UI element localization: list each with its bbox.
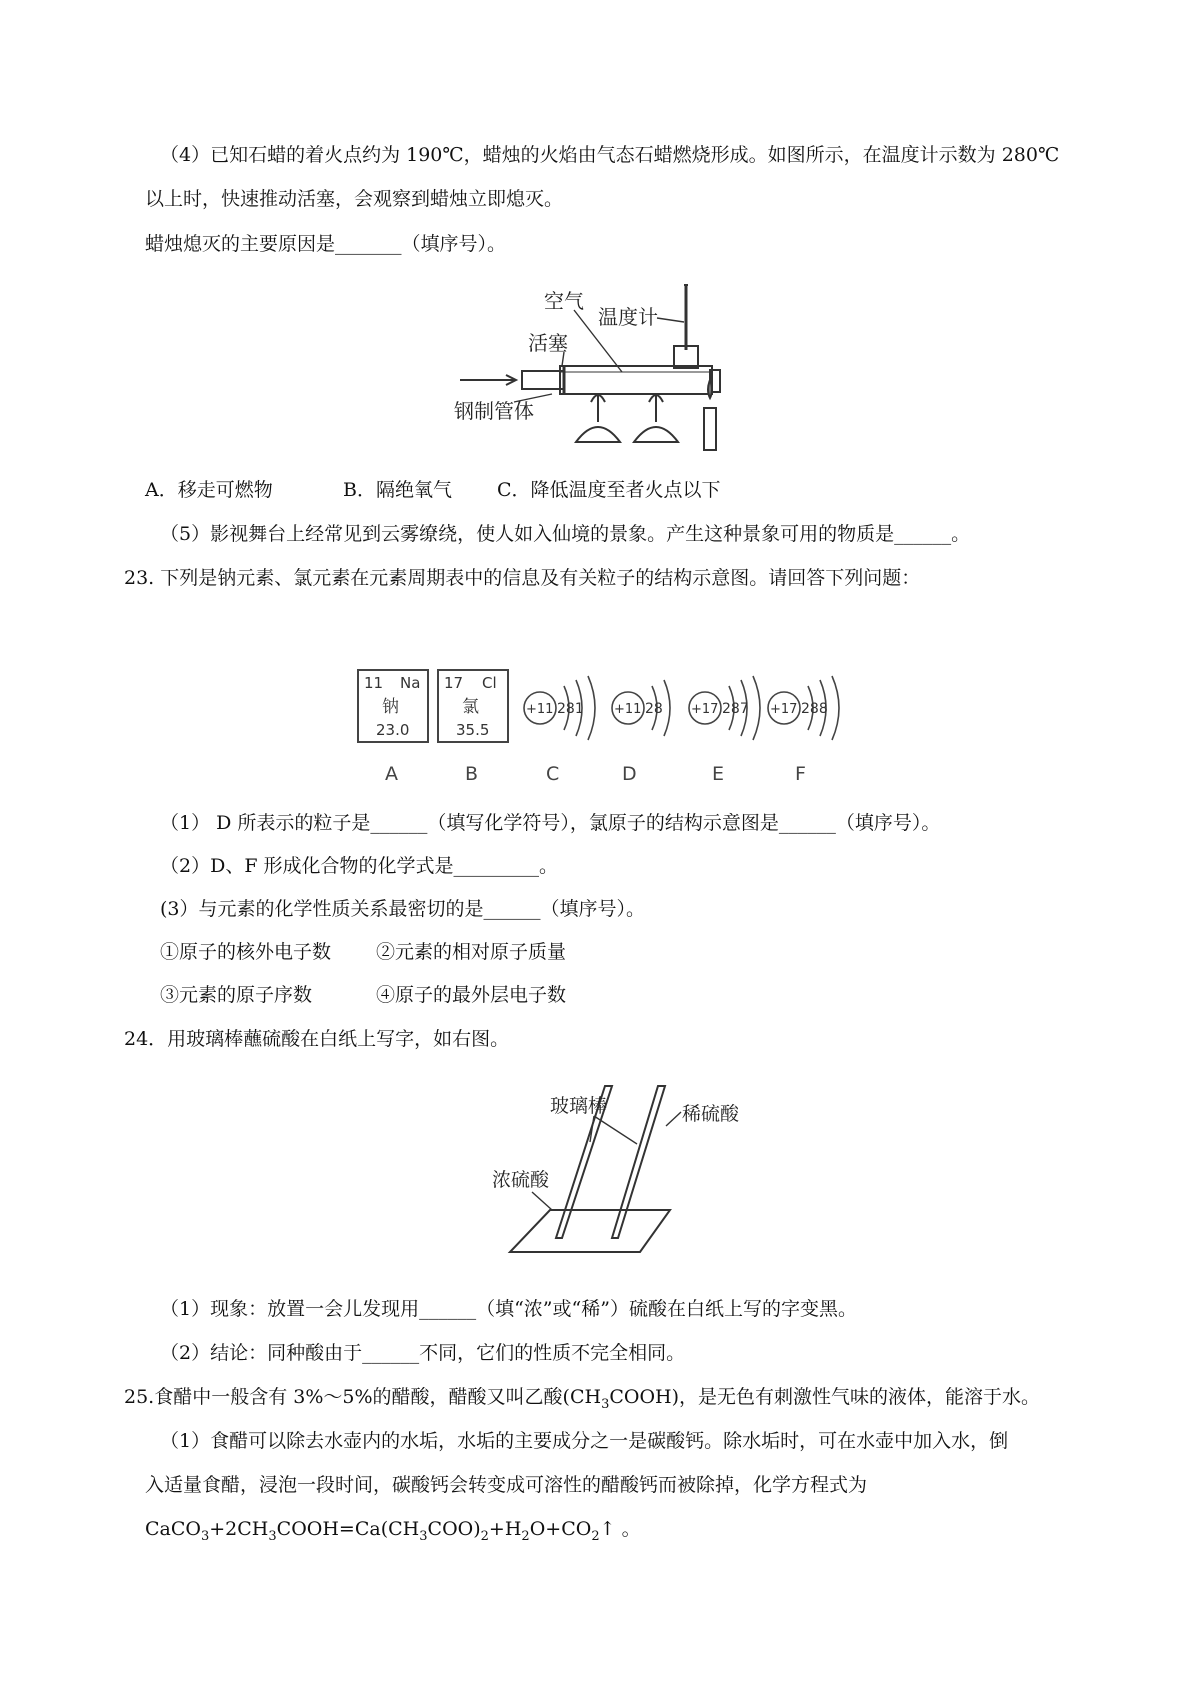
label-piston: 活塞 <box>528 331 568 355</box>
q23-part3: (3）与元素的化学性质关系最密切的是______（填序号）。 <box>160 898 646 920</box>
q22-option-c: C．降低温度至者火点以下 <box>497 479 721 501</box>
q22-option-a: A．移走可燃物 <box>145 479 273 501</box>
atom-e-nucleus: +17 <box>691 702 719 717</box>
cell-b-mass: 35.5 <box>456 721 490 739</box>
figure-letter-f: F <box>795 763 806 785</box>
atom-c-nucleus: +11 <box>526 702 554 717</box>
cell-b-number: 17 <box>444 674 464 692</box>
atom-d-shells: 28 <box>645 701 663 717</box>
q25-equation: $CaCO_3+2CH_3COOH=Ca(CH_3COO)_2+H_2O+CO_2↑$ 。 <box>145 1518 641 1544</box>
atom-c-diagram <box>524 676 595 740</box>
q22-part4-line2: 以上时，快速推动活塞，会观察到蜡烛立即熄灭。 <box>145 188 564 210</box>
q23-part1: （1） D 所表示的粒子是______（填写化学符号），氯原子的结构示意图是______（填序号）。 <box>160 812 941 834</box>
atom-f-shells: 288 <box>801 701 828 717</box>
figure-letter-b: B <box>465 763 479 785</box>
figure-letter-c: C <box>546 763 560 785</box>
atom-f-diagram <box>768 676 839 740</box>
cell-a-number: 11 <box>364 674 384 692</box>
atom-c-shells: 281 <box>557 701 584 717</box>
q23-choice-1: ①原子的核外电子数 <box>160 941 332 963</box>
label-dilute-acid: 稀硫酸 <box>682 1103 740 1125</box>
atom-d-nucleus: +11 <box>614 702 642 717</box>
atom-f-nucleus: +17 <box>770 702 798 717</box>
q24-stem: 24．用玻璃棒蘸硫酸在白纸上写字，如右图。 <box>124 1028 510 1050</box>
q22-part4-question: 蜡烛熄灭的主要原因是_______（填序号）。 <box>145 233 507 255</box>
q22-part4-line1: （4）已知石蜡的着火点约为 190℃，蜡烛的火焰由气态石蜡燃烧形成。如图所示，在温度计示数为 280℃ <box>160 144 1060 166</box>
q25-part1-line2: 入适量食醋，浸泡一段时间，碳酸钙会转变成可溶性的醋酸钙而被除掉，化学方程式为 <box>145 1474 868 1496</box>
q25-stem: 25.食醋中一般含有 3%～5%的醋酸，醋酸又叫乙酸$(CH_3COOH)$，是无色有刺激性气味的液体，能溶于水。 <box>124 1386 1041 1412</box>
cell-a-mass: 23.0 <box>376 721 410 739</box>
figure-letter-a: A <box>385 763 398 785</box>
q23-choice-2: ②元素的相对原子质量 <box>376 941 567 963</box>
cell-a-symbol: Na <box>400 674 421 692</box>
q22-part5: （5）影视舞台上经常见到云雾缭绕，使人如入仙境的景象。产生这种景象可用的物质是______。 <box>160 523 971 545</box>
q22-option-b: B．隔绝氧气 <box>343 479 452 501</box>
label-steel-tube: 钢制管体 <box>454 399 534 423</box>
q24-part2: （2）结论：同种酸由于______不同，它们的性质不完全相同。 <box>160 1342 686 1364</box>
q23-choice-4: ④原子的最外层电子数 <box>376 984 567 1006</box>
steel-tube-apparatus-figure <box>452 280 752 455</box>
label-concentrated-acid: 浓硫酸 <box>492 1169 550 1191</box>
cell-b-name: 氯 <box>462 697 479 717</box>
figure-letter-d: D <box>622 763 637 785</box>
label-air: 空气 <box>544 289 584 313</box>
q24-part1: （1）现象：放置一会儿发现用______（填“浓”或“稀”）硫酸在白纸上写的字变黑。 <box>160 1298 857 1320</box>
glass-rod-figure <box>490 1080 740 1255</box>
cell-a-name: 钠 <box>382 697 399 717</box>
figure-letter-e: E <box>712 763 725 785</box>
cell-b-symbol: Cl <box>482 674 497 692</box>
element-structure-figure <box>350 660 850 795</box>
q23-choice-3: ③元素的原子序数 <box>160 984 313 1006</box>
q23-part2: （2）D、F 形成化合物的化学式是_________。 <box>160 855 559 877</box>
label-thermometer: 温度计 <box>598 305 658 329</box>
atom-d-diagram <box>612 680 670 736</box>
q25-part1-line1: （1）食醋可以除去水壶内的水垢，水垢的主要成分之一是碳酸钙。除水垢时，可在水壶中加入水，倒 <box>160 1430 1009 1452</box>
label-glass-rod: 玻璃棒 <box>550 1095 608 1117</box>
atom-e-diagram <box>689 676 760 740</box>
q23-stem: 23. 下列是钠元素、氯元素在元素周期表中的信息及有关粒子的结构示意图。请回答下列问题： <box>124 567 921 589</box>
atom-e-shells: 287 <box>722 701 749 717</box>
